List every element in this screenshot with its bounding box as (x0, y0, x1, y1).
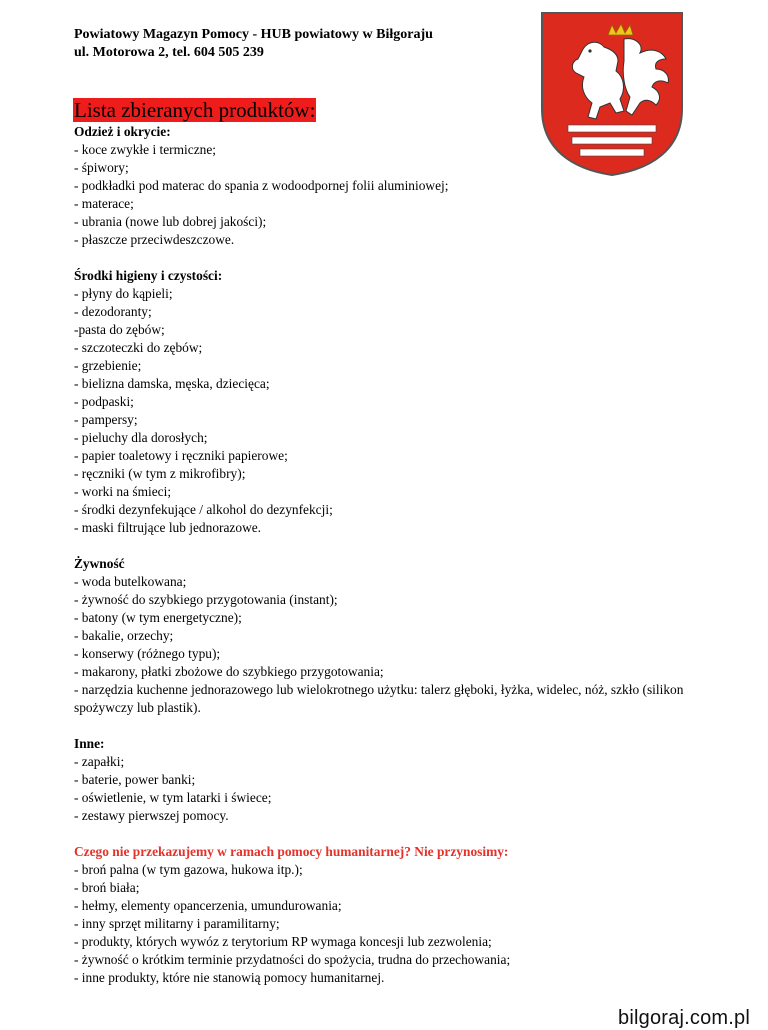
list-item: - ręczniki (w tym z mikrofibry); (74, 466, 246, 481)
header-line-2: ul. Motorowa 2, tel. 604 505 239 (74, 45, 264, 60)
list-item: - płaszcze przeciwdeszczowe. (74, 232, 235, 247)
list-item: - płyny do kąpieli; (74, 286, 173, 301)
list-item: - hełmy, elementy opancerzenia, umundurowania; (74, 898, 342, 913)
list-item: - broń palna (w tym gazowa, hukowa itp.); (74, 862, 303, 877)
list-item: - bielizna damska, męska, dziecięca; (74, 376, 270, 391)
site-watermark: bilgoraj.com.pl (618, 1007, 750, 1029)
list-item: - koce zwykłe i termiczne; (74, 142, 217, 157)
list-item: - broń biała; (74, 880, 140, 895)
list-item: - podkładki pod materac do spania z wodoodpornej folii aluminiowej; (74, 178, 449, 193)
product-section (74, 123, 714, 249)
item-list (74, 861, 714, 987)
document-header (74, 26, 433, 62)
list-item: - pampersy; (74, 412, 138, 427)
section-heading: Czego nie przekazujemy w ramach pomocy humanitarnej? Nie przynosimy: (74, 844, 509, 859)
section-heading: Odzież i okrycie: (74, 124, 171, 139)
item-list (74, 573, 714, 717)
list-item: - inny sprzęt militarny i paramilitarny; (74, 916, 280, 931)
list-item: - dezodoranty; (74, 304, 152, 319)
header-line-1: Powiatowy Magazyn Pomocy - HUB powiatowy w Biłgoraju (74, 27, 433, 42)
list-item: - śpiwory; (74, 160, 129, 175)
list-item: - batony (w tym energetyczne); (74, 610, 242, 625)
list-item: -pasta do zębów; (74, 322, 165, 337)
list-item: - worki na śmieci; (74, 484, 172, 499)
list-item: - materace; (74, 196, 134, 211)
list-item: - żywność o krótkim terminie przydatności do spożycia, trudna do przechowania; (74, 952, 511, 967)
excluded-items-section (74, 843, 714, 987)
list-item: - makarony, płatki zbożowe do szybkiego przygotowania; (74, 664, 384, 679)
list-item: - konserwy (różnego typu); (74, 646, 221, 661)
list-item: - zapałki; (74, 754, 125, 769)
list-item: - żywność do szybkiego przygotowania (instant); (74, 592, 338, 607)
list-item: - bakalie, orzechy; (74, 628, 174, 643)
product-section (74, 735, 714, 825)
list-title-banner: Lista zbieranych produktów: (74, 98, 316, 122)
list-item: - papier toaletowy i ręczniki papierowe; (74, 448, 288, 463)
list-item: - szczoteczki do zębów; (74, 340, 203, 355)
list-item: - maski filtrujące lub jednorazowe. (74, 520, 262, 535)
list-item: - baterie, power banki; (74, 772, 196, 787)
item-list (74, 141, 714, 249)
list-item: - pieluchy dla dorosłych; (74, 430, 208, 445)
list-item: - inne produkty, które nie stanowią pomocy humanitarnej. (74, 970, 385, 985)
list-item: - zestawy pierwszej pomocy. (74, 808, 229, 823)
product-section (74, 555, 714, 717)
item-list (74, 285, 714, 537)
product-section (74, 267, 714, 537)
list-item: - woda butelkowana; (74, 574, 187, 589)
section-heading: Żywność (74, 556, 125, 571)
list-item: - grzebienie; (74, 358, 142, 373)
list-item: - środki dezynfekujące / alkohol do dezynfekcji; (74, 502, 333, 517)
list-item: - narzędzia kuchenne jednorazowego lub wielokrotnego użytku: talerz głęboki, łyżka, widelec, nóż, szkło (silikon spożywczy lub plastik). (74, 682, 684, 715)
item-list (74, 753, 714, 825)
section-heading: Środki higieny i czystości: (74, 268, 223, 283)
section-heading: Inne: (74, 736, 105, 751)
list-item: - ubrania (nowe lub dobrej jakości); (74, 214, 267, 229)
list-item: - produkty, których wywóz z terytorium RP wymaga koncesji lub zezwolenia; (74, 934, 492, 949)
product-list (74, 123, 714, 1005)
list-item: - oświetlenie, w tym latarki i świece; (74, 790, 272, 805)
list-item: - podpaski; (74, 394, 134, 409)
